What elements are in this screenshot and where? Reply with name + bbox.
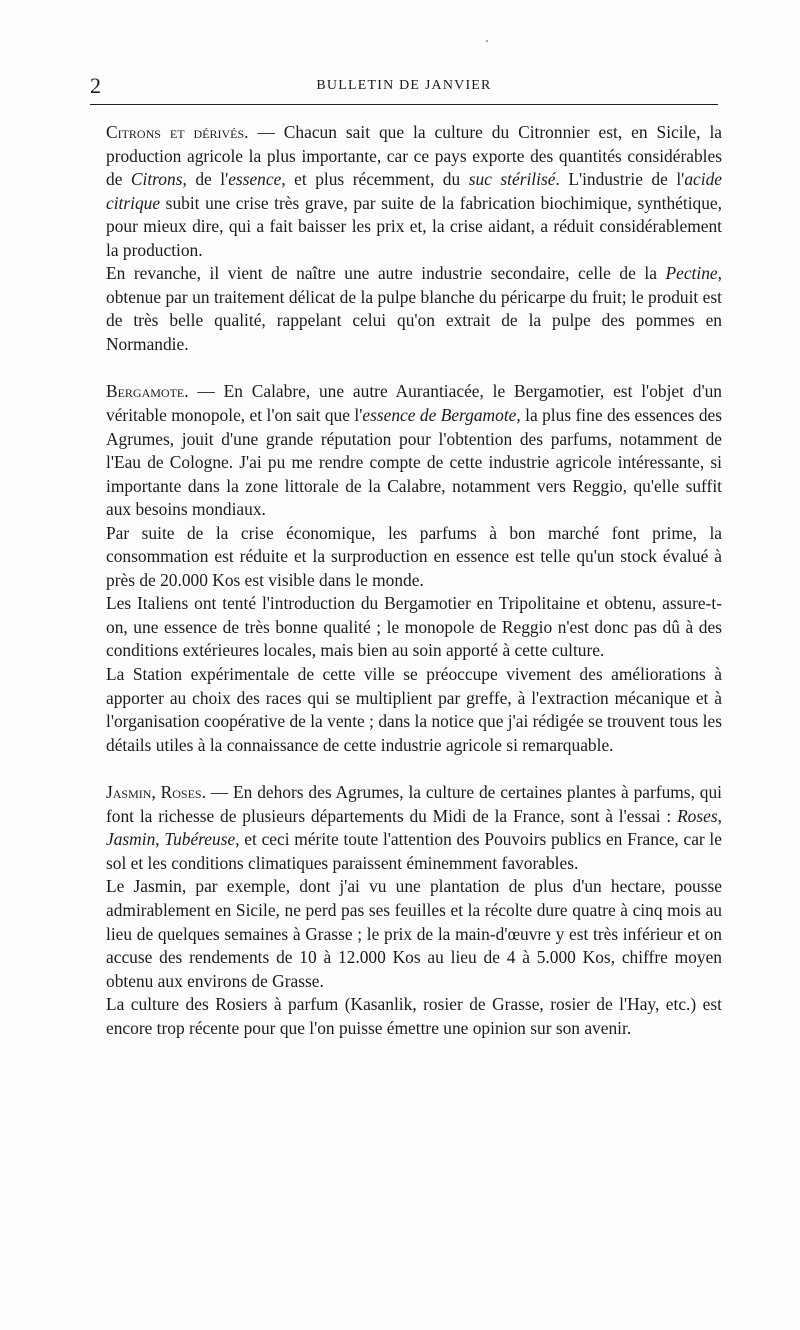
paragraph [106, 380, 722, 521]
text-run: , la plus fine des essences des Agrumes, jouit d'une grande réputation pour l'obtention des parfums, notamment de l'Eau de Cologne. J'ai pu me rendre compte de cette industrie agricole intéressante, si importante dans la zone littorale de la Calabre, notamment vers Reggio, qu'elle suffit aux besoins mondiaux. [106, 405, 723, 520]
text-run: — En dehors des Agrumes, la culture de certaines plantes à parfums, qui font la richesse de plusieurs départements du Midi de la France, sont à l'essai : [106, 782, 722, 826]
italic-term: Roses [677, 805, 718, 826]
italic-term: suc stérilisé [468, 169, 556, 190]
paragraph [106, 262, 722, 356]
section-heading: Citrons et dérivés. [106, 122, 249, 142]
ink-speck [486, 40, 488, 42]
text-run: — Chacun sait que la culture du Citronnier est, en Sicile, la production agricole la plus importante, car ce pays exporte des quantités considérables de [106, 122, 722, 190]
text-run: subit une crise très grave, par suite de la fabrication biochimique, synthétique, pour mieux dire, qui a fait baisser les prix et, la crise aidant, a réduit considérablement la production. [106, 192, 722, 260]
text-run: , [717, 805, 722, 826]
text-run: La Station expérimentale de cette ville se préoccupe vivement des améliorations à apporter au choix des races qui se multiplient par greffe, à l'extraction mécanique et à l'organisation coopérative de la vente ; dans la notice que j'ai rédigée se trouvent tous les détails utiles à la connaissance de cette industrie agricole si remarquable. [106, 664, 722, 755]
italic-term: Jasmin [106, 829, 156, 850]
italic-term: acide citrique [106, 169, 722, 213]
paragraph [106, 522, 722, 593]
text-run: , et plus récemment, du [281, 169, 469, 190]
section-heading: Jasmin, Roses. [106, 782, 206, 803]
paragraph [106, 781, 722, 875]
text-run: Les Italiens ont tenté l'introduction du Bergamotier en Tripolitaine et obtenu, assure-t-on, une essence de très bonne qualité ; le monopole de Reggio n'est donc pas dû à des conditions extérieures locales, mais bien au soin apporté à cette culture. [106, 593, 722, 661]
page-number: 2 [90, 73, 101, 98]
text-run: Le Jasmin, par exemple, dont j'ai vu une plantation de plus d'un hectare, pousse admirablement en Sicile, ne perd pas ses feuilles et la récolte dure quatre à cinq mois au lieu de quelques semaines à Grasse ; le prix de la main-d'œuvre y est très inférieur et on accuse des rendements de 10 à 12.000 Kos au lieu de 4 à 5.000 Kos, chiffre moyen obtenu aux environs de Grasse. [106, 876, 722, 991]
italic-term: Pectine [665, 263, 718, 284]
paragraph [106, 663, 722, 757]
paragraph [106, 875, 722, 993]
text-run: . L'industrie de l' [555, 169, 685, 190]
text-run: — En Calabre, une autre Aurantiacée, le Bergamotier, est l'objet d'un véritable monopole, et l'on sait que l' [106, 381, 722, 426]
text-run: , et ceci mérite toute l'attention des Pouvoirs publics en France, car le sol et les conditions climatiques paraissent éminemment favorables. [106, 829, 722, 873]
page-header [90, 74, 718, 98]
paragraph [106, 121, 722, 262]
header-rule [90, 104, 718, 105]
paragraph [106, 592, 722, 663]
text-run: Par suite de la crise économique, les parfums à bon marché font prime, la consommation est réduite et la surproduction en essence est telle qu'un stock évalué à près de 20.000 Kos est visible dans le monde. [106, 522, 722, 590]
italic-term: Tubéreuse [164, 829, 236, 850]
italic-term: Citrons [130, 169, 183, 190]
section-heading: Bergamote. [106, 381, 189, 402]
section-gap [106, 757, 722, 781]
text-run: , obtenue par un traitement délicat de la pulpe blanche du péricarpe du fruit; le produit est de très belle qualité, rappelant celui qu'on extrait de la pulpe des pommes en Normandie. [106, 263, 722, 354]
italic-term: essence [228, 169, 282, 190]
paragraph [106, 993, 722, 1040]
text-run: , de l' [182, 169, 229, 190]
text-run: En revanche, il vient de naître une autre industrie secondaire, celle de la [106, 263, 666, 284]
text-run: La culture des Rosiers à parfum (Kasanlik, rosier de Grasse, rosier de l'Hay, etc.) est encore trop récente pour que l'on puisse émettre une opinion sur son avenir. [106, 994, 722, 1038]
text-run: , [155, 829, 165, 850]
running-title: BULLETIN DE JANVIER [316, 78, 492, 93]
italic-term: essence de Bergamote [362, 405, 517, 426]
body-text [106, 121, 722, 1040]
section-gap [106, 356, 722, 380]
